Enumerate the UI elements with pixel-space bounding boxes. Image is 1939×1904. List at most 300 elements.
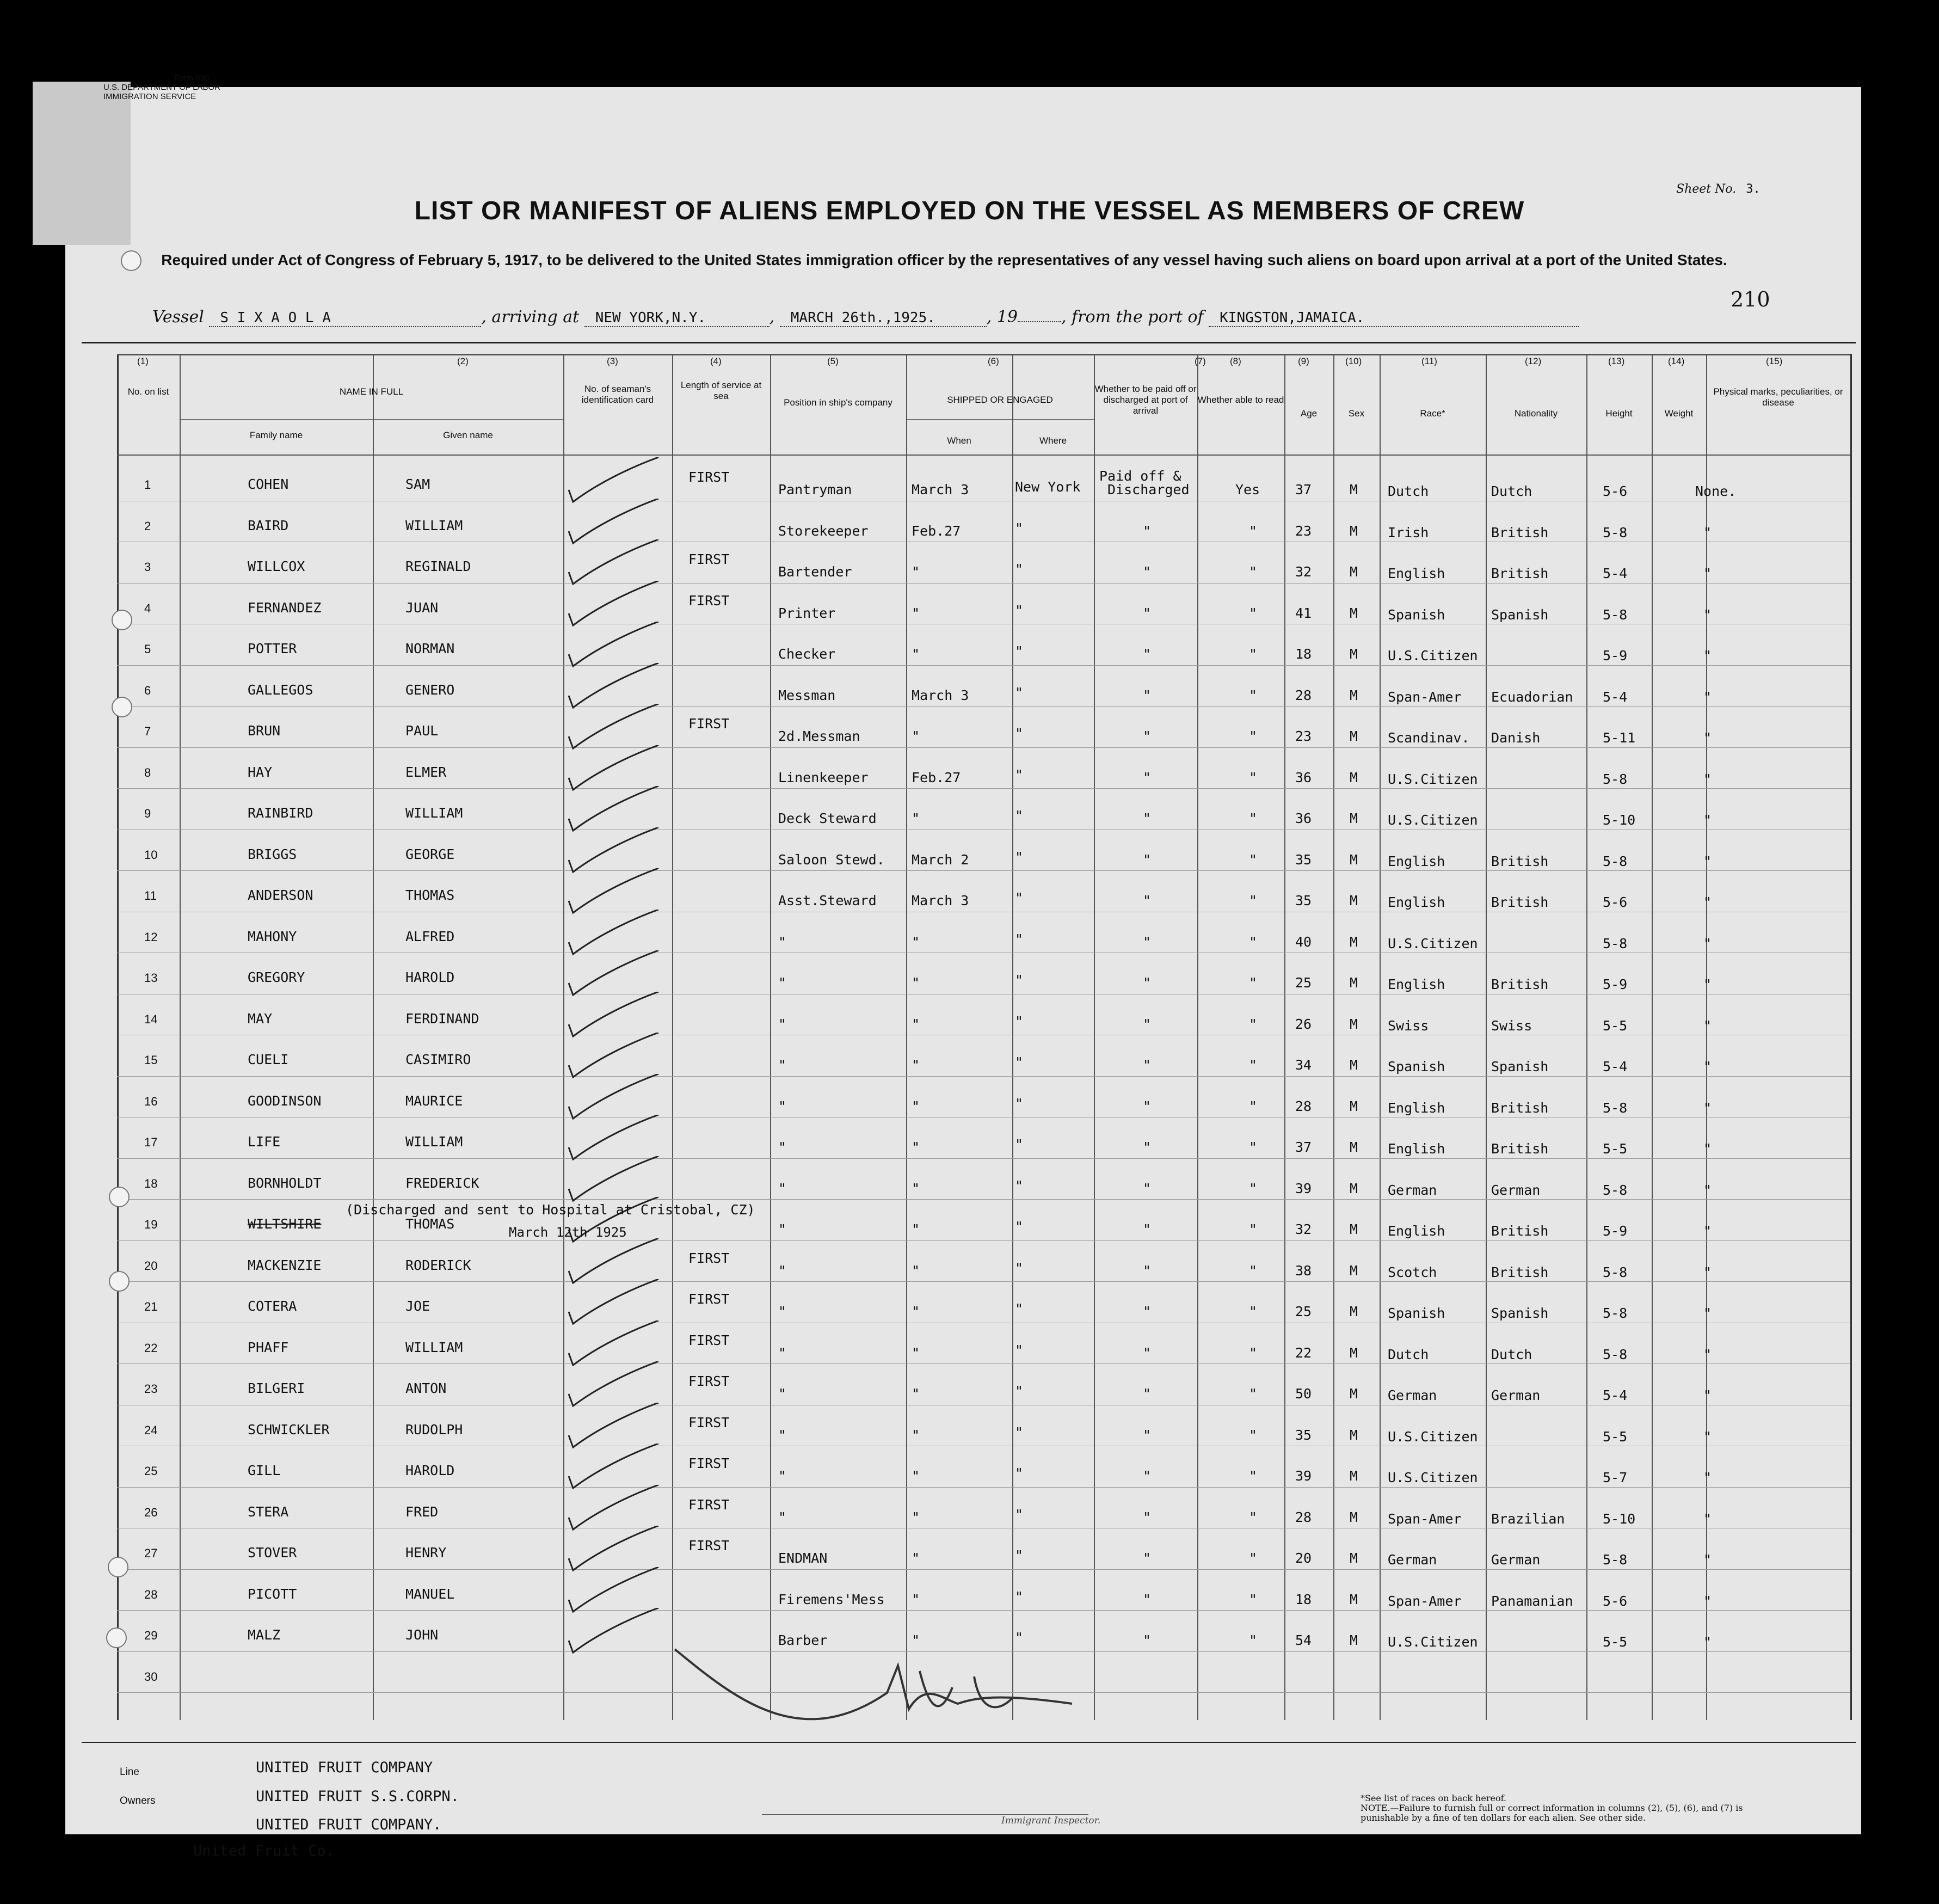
shipped-when: " [912,1180,920,1196]
shipped-where: " [1015,602,1024,618]
height: 5-8 [1603,1552,1628,1568]
age: 26 [1295,1016,1312,1032]
paid-off-status: " [1143,1550,1152,1566]
physical-marks: " [1703,1264,1712,1280]
paid-off-status: " [1143,1344,1152,1361]
age: 39 [1295,1468,1312,1484]
given-name: HAROLD [405,1463,455,1478]
age: 41 [1295,605,1312,621]
sex: M [1350,1262,1358,1279]
check-mark-icon [558,1608,661,1657]
given-name: JOE [405,1298,430,1314]
header-family-name: Family name [249,430,303,440]
table-row [117,788,1850,789]
given-name: WILLIAM [405,1134,463,1150]
sex: M [1350,1139,1358,1155]
height: 5-9 [1603,976,1628,992]
paid-off-status: Discharged [1107,482,1190,498]
able-to-read: " [1249,523,1258,539]
able-to-read: " [1249,975,1258,991]
age: 22 [1295,1344,1312,1361]
race: English [1388,853,1445,869]
header-given-name: Given name [443,430,493,440]
family-name: GOODINSON [248,1092,322,1109]
paid-off-status: " [1143,1180,1152,1196]
form-service: IMMIGRATION SERVICE [103,92,196,101]
physical-marks: " [1703,1387,1712,1403]
shipped-where: " [1015,1260,1024,1276]
nationality: British [1491,1264,1549,1280]
binder-hole [109,1187,130,1207]
family-name: STERA [248,1503,289,1520]
shipped-when: " [912,1386,920,1402]
row-number: 5 [144,642,151,656]
physical-marks: " [1703,1634,1712,1650]
family-name: BRIGGS [248,846,297,862]
sex: M [1350,769,1358,785]
race: Span-Amer [1388,689,1462,705]
position: Saloon Stewd. [778,851,885,868]
family-name: GREGORY [248,969,305,985]
shipped-where: " [1015,1342,1024,1358]
race: English [1388,976,1445,992]
table-row [117,665,1850,666]
sex: M [1350,728,1358,744]
height: 5-6 [1603,1593,1628,1609]
sex: M [1350,933,1358,950]
row-number: 27 [144,1546,158,1560]
arrival-date: MARCH 26th.,1925. [780,310,987,327]
row-number: 11 [144,889,157,902]
race: Irish [1388,524,1429,541]
family-name: BRUN [248,723,281,739]
column-number: (2) [457,356,469,366]
row-number: 16 [144,1094,158,1108]
row-number: 8 [144,765,151,779]
height: 5-10 [1603,812,1636,828]
agent-value: United Fruit Co. [193,1842,335,1859]
position: Deck Steward [778,810,877,826]
shipped-where: " [1015,1301,1024,1317]
column-number: (13) [1608,356,1625,366]
position: 2d.Messman [778,728,860,744]
able-to-read: " [1249,1632,1258,1648]
shipped-when: Feb.27 [912,769,961,785]
given-name: RUDOLPH [405,1421,463,1438]
physical-marks: " [1703,1428,1712,1445]
line-label: Line [120,1766,139,1778]
given-name: FRED [405,1503,439,1520]
able-to-read: " [1249,810,1258,826]
race: U.S.Citizen [1388,812,1478,828]
shipped-where: New York [1015,479,1081,495]
row-number: 4 [144,601,151,615]
shipped-where: " [1015,849,1024,865]
family-name: STOVER [248,1545,297,1561]
height: 5-11 [1603,730,1636,746]
shipped-when: Feb.27 [912,523,961,539]
paid-off-status: " [1143,933,1152,950]
position: Firemens'Mess [778,1591,885,1607]
row-number: 9 [144,807,151,820]
height: 5-5 [1603,1017,1628,1034]
given-name: HENRY [405,1545,447,1561]
given-name: WILLIAM [405,805,463,821]
height: 5-6 [1603,894,1628,910]
paid-off-status: " [1143,1468,1152,1484]
paid-off-status: " [1143,646,1152,662]
family-name: MACKENZIE [248,1257,322,1273]
page-title: LIST OR MANIFEST OF ALIENS EMPLOYED ON THE VESSEL AS MEMBERS OF CREW [414,196,1525,225]
physical-marks: " [1703,1346,1712,1362]
age: 39 [1295,1180,1312,1196]
family-name: GILL [248,1463,281,1478]
paid-off-status: " [1143,523,1152,539]
position: " [778,933,787,950]
shipped-when: " [912,564,920,580]
shipped-where: " [1015,1465,1024,1481]
position: Pantryman [778,482,852,498]
given-name: THOMAS [405,1216,455,1232]
shipped-where: " [1015,1547,1024,1563]
owners-label: Owners [120,1795,156,1807]
shipped-where: " [1015,1095,1024,1111]
sex: M [1350,1427,1358,1443]
given-name: WILLIAM [405,1339,463,1355]
given-name: REGINALD [405,558,471,574]
race: Spanish [1388,606,1445,623]
given-name: GENERO [405,681,455,698]
race: Span-Amer [1388,1510,1462,1527]
row-number: 29 [144,1629,158,1642]
column-rule [672,354,673,1720]
column-rule [1197,354,1198,1720]
position: " [778,1509,787,1525]
header-when: When [947,435,971,446]
row-number: 15 [144,1053,158,1067]
shipped-when: " [912,1550,920,1566]
physical-marks: None. [1695,483,1737,499]
paid-off-annotation: Paid off & [1099,468,1181,484]
race: U.S.Citizen [1388,935,1478,951]
table-row [117,1487,1850,1488]
age: 35 [1295,893,1312,908]
given-name: RODERICK [405,1257,471,1273]
column-rule [1586,354,1587,1720]
race: English [1388,1223,1445,1239]
shipped-where: " [1015,931,1024,947]
physical-marks: " [1703,689,1712,705]
row-number: 26 [144,1505,158,1519]
column-number: (5) [827,356,839,366]
sex: M [1350,687,1358,703]
able-to-read: " [1249,687,1258,703]
age: 18 [1295,1591,1312,1607]
height: 5-8 [1603,935,1628,951]
binder-hole [108,1557,128,1577]
column-number: (4) [710,356,722,366]
family-name: BAIRD [248,517,289,533]
race: English [1388,1141,1445,1157]
age: 32 [1295,1221,1312,1237]
age: 38 [1295,1262,1312,1279]
position: Messman [778,687,836,703]
sheet-number [1676,182,1761,196]
paid-off-status: " [1143,1016,1152,1032]
footer-rule [82,1742,1856,1743]
height: 5-8 [1603,1100,1628,1116]
nationality: German [1491,1182,1541,1198]
column-number: (6) [988,356,999,366]
position: " [778,1098,787,1114]
height: 5-7 [1603,1470,1628,1485]
header-physical-marks: Physical marks, peculiarities, or disease [1713,386,1843,408]
able-to-read: " [1249,1139,1258,1155]
service-length: FIRST [688,551,730,567]
age: 34 [1295,1057,1312,1073]
position: " [778,1344,787,1361]
race: Scandinav. [1388,730,1470,746]
column-rule [117,354,119,1720]
shipped-when: " [912,1016,920,1032]
given-name: CASIMIRO [405,1052,471,1067]
family-name: HAY [248,764,273,780]
header-nationality: Nationality [1514,408,1558,419]
nationality: Spanish [1491,1305,1549,1321]
column-rule [1380,354,1381,1720]
column-rule [1850,354,1852,1720]
physical-marks: " [1703,1305,1712,1321]
paid-off-status: " [1143,851,1152,868]
race: U.S.Citizen [1388,771,1478,787]
given-name: HAROLD [405,969,455,985]
age: 37 [1295,482,1312,498]
race: English [1388,1100,1445,1116]
age: 35 [1295,1427,1312,1443]
family-name: PHAFF [248,1339,289,1355]
able-to-read: " [1249,1509,1258,1525]
shipped-when: " [912,1632,920,1648]
position: " [778,1386,787,1402]
service-length: FIRST [688,1538,730,1553]
physical-marks: " [1703,935,1712,951]
height: 5-8 [1603,1346,1628,1362]
footnote [1361,1794,1774,1823]
shipped-when: " [912,728,920,744]
age: 28 [1295,687,1312,703]
sex: M [1350,1180,1358,1196]
able-to-read: " [1249,1344,1258,1361]
shipped-where: " [1015,1506,1024,1522]
able-to-read: " [1249,605,1258,621]
nationality: Spanish [1491,1059,1549,1074]
position: " [778,1304,787,1319]
able-to-read: " [1249,1427,1258,1443]
family-name: COTERA [248,1298,297,1314]
height: 5-4 [1603,566,1628,581]
vessel-label: Vessel [152,308,204,327]
shipped-when: " [912,1304,920,1319]
able-to-read: " [1249,564,1258,580]
race: English [1388,894,1445,910]
arriving-label: , arriving at [481,308,580,327]
sex: M [1350,1304,1358,1319]
row-number: 6 [144,683,151,697]
given-name: JOHN [405,1627,439,1643]
nationality: British [1491,566,1549,581]
discharge-note: (Discharged and sent to Hospital at Cristobal, CZ) [346,1202,755,1218]
table-row [117,747,1850,748]
table-row [117,1158,1850,1159]
family-name: RAINBIRD [248,805,313,821]
given-name: SAM [405,476,430,492]
shipped-where: " [1015,972,1024,988]
table-row [117,1363,1850,1364]
service-length: FIRST [688,1496,730,1513]
physical-marks: " [1703,524,1712,541]
position: Linenkeeper [778,769,869,785]
race: Span-Amer [1388,1593,1462,1609]
table-row [117,1281,1850,1282]
race: German [1388,1387,1437,1403]
position: " [778,1016,787,1032]
sex: M [1350,646,1358,662]
height: 5-6 [1603,483,1628,499]
shipped-when: " [912,933,920,950]
nationality: British [1491,894,1549,910]
owners-value: UNITED FRUIT S.S.CORPN. [256,1788,459,1805]
service-length: FIRST [688,1332,730,1348]
column-rule [1094,354,1095,1720]
race: English [1388,566,1445,581]
form-department: U.S. DEPARTMENT OF LABOR [103,83,221,92]
column-number: (7) [1195,356,1206,366]
binder-hole [121,250,141,271]
shipped-where: " [1015,1219,1024,1234]
age: 35 [1295,851,1312,868]
nationality: British [1491,1223,1549,1239]
paid-off-status: " [1143,1221,1152,1237]
row-number: 25 [144,1464,158,1478]
age: 54 [1295,1632,1312,1648]
family-name: BILGERI [248,1380,305,1396]
able-to-read: " [1249,1016,1258,1032]
header-height: Height [1605,408,1633,419]
given-name: ALFRED [405,928,455,944]
shipped-where: " [1015,520,1024,536]
table-row [117,583,1850,584]
paid-off-status: " [1143,1304,1152,1319]
sex: M [1350,1221,1358,1237]
able-to-read: " [1249,769,1258,785]
physical-marks: " [1703,812,1712,828]
race: U.S.Citizen [1388,1470,1478,1485]
page-subtitle: Required under Act of Congress of February 5, 1917, to be delivered to the United States immigration officer by the representatives of any vessel having such aliens on board upon arrival at a port of the United States. [161,251,1727,268]
paid-off-status: " [1143,1632,1152,1648]
header-able-read: Whether able to read [1197,395,1284,405]
position: " [778,1139,787,1155]
table-row [117,1076,1850,1077]
physical-marks: " [1703,648,1712,664]
shipped-where: " [1015,1630,1024,1645]
paid-off-status: " [1143,1591,1152,1607]
able-to-read: " [1249,1221,1258,1237]
row-number: 3 [144,560,151,574]
age: 18 [1295,646,1312,662]
sex: M [1350,564,1358,580]
physical-marks: " [1703,1100,1712,1116]
family-name: ANDERSON [248,887,313,903]
height: 5-8 [1603,524,1628,541]
column-number: (12) [1525,356,1542,366]
shipped-where: " [1015,890,1024,906]
row-number: 20 [144,1258,158,1273]
service-length: FIRST [688,716,730,732]
given-name: NORMAN [405,641,455,656]
physical-marks: " [1703,771,1712,787]
shipped-when: " [912,1221,920,1237]
position: Printer [778,605,836,621]
paid-off-status: " [1143,1509,1152,1525]
age: 28 [1295,1098,1312,1114]
age: 32 [1295,564,1312,580]
row-number: 2 [144,519,151,533]
shipped-when: " [912,1139,920,1155]
binder-hole [106,1627,127,1648]
paid-off-status: " [1143,975,1152,991]
able-to-read: " [1249,1262,1258,1279]
shipped-where: " [1015,1054,1024,1070]
row-number: 23 [144,1382,158,1396]
physical-marks: " [1703,1059,1712,1074]
third-company: UNITED FRUIT COMPANY. [256,1816,442,1833]
row-number: 22 [144,1341,158,1355]
nationality: Panamanian [1491,1593,1573,1609]
paid-off-status: " [1143,1386,1152,1402]
given-name: MANUEL [405,1586,455,1602]
row-number: 24 [144,1423,158,1437]
form-number: Form 630 [174,73,210,83]
row-number: 12 [144,930,158,944]
age: 50 [1295,1386,1312,1402]
age: 28 [1295,1509,1312,1525]
able-to-read: " [1249,1180,1258,1196]
header-id-card: No. of seaman's identification card [581,384,654,405]
family-name: PICOTT [248,1586,297,1602]
height: 5-4 [1603,1387,1628,1403]
paid-off-status: " [1143,564,1152,580]
shipped-when: " [912,1509,920,1525]
family-name: COHEN [248,476,289,492]
row-number: 19 [144,1218,158,1231]
paid-off-status: " [1143,769,1152,785]
physical-marks: " [1703,976,1712,992]
sex: M [1350,1632,1358,1648]
sex: M [1350,482,1358,498]
service-length: FIRST [688,469,730,485]
paid-off-status: " [1143,1098,1152,1114]
physical-marks: " [1703,894,1712,910]
column-rule [1012,354,1013,1720]
sex: M [1350,851,1358,868]
physical-marks: " [1703,1223,1712,1239]
race: Dutch [1388,483,1429,499]
position: " [778,1057,787,1073]
able-to-read: " [1249,1057,1258,1073]
race: Scotch [1388,1264,1437,1280]
race: Swiss [1388,1017,1429,1034]
family-name: BORNHOLDT [248,1175,322,1191]
